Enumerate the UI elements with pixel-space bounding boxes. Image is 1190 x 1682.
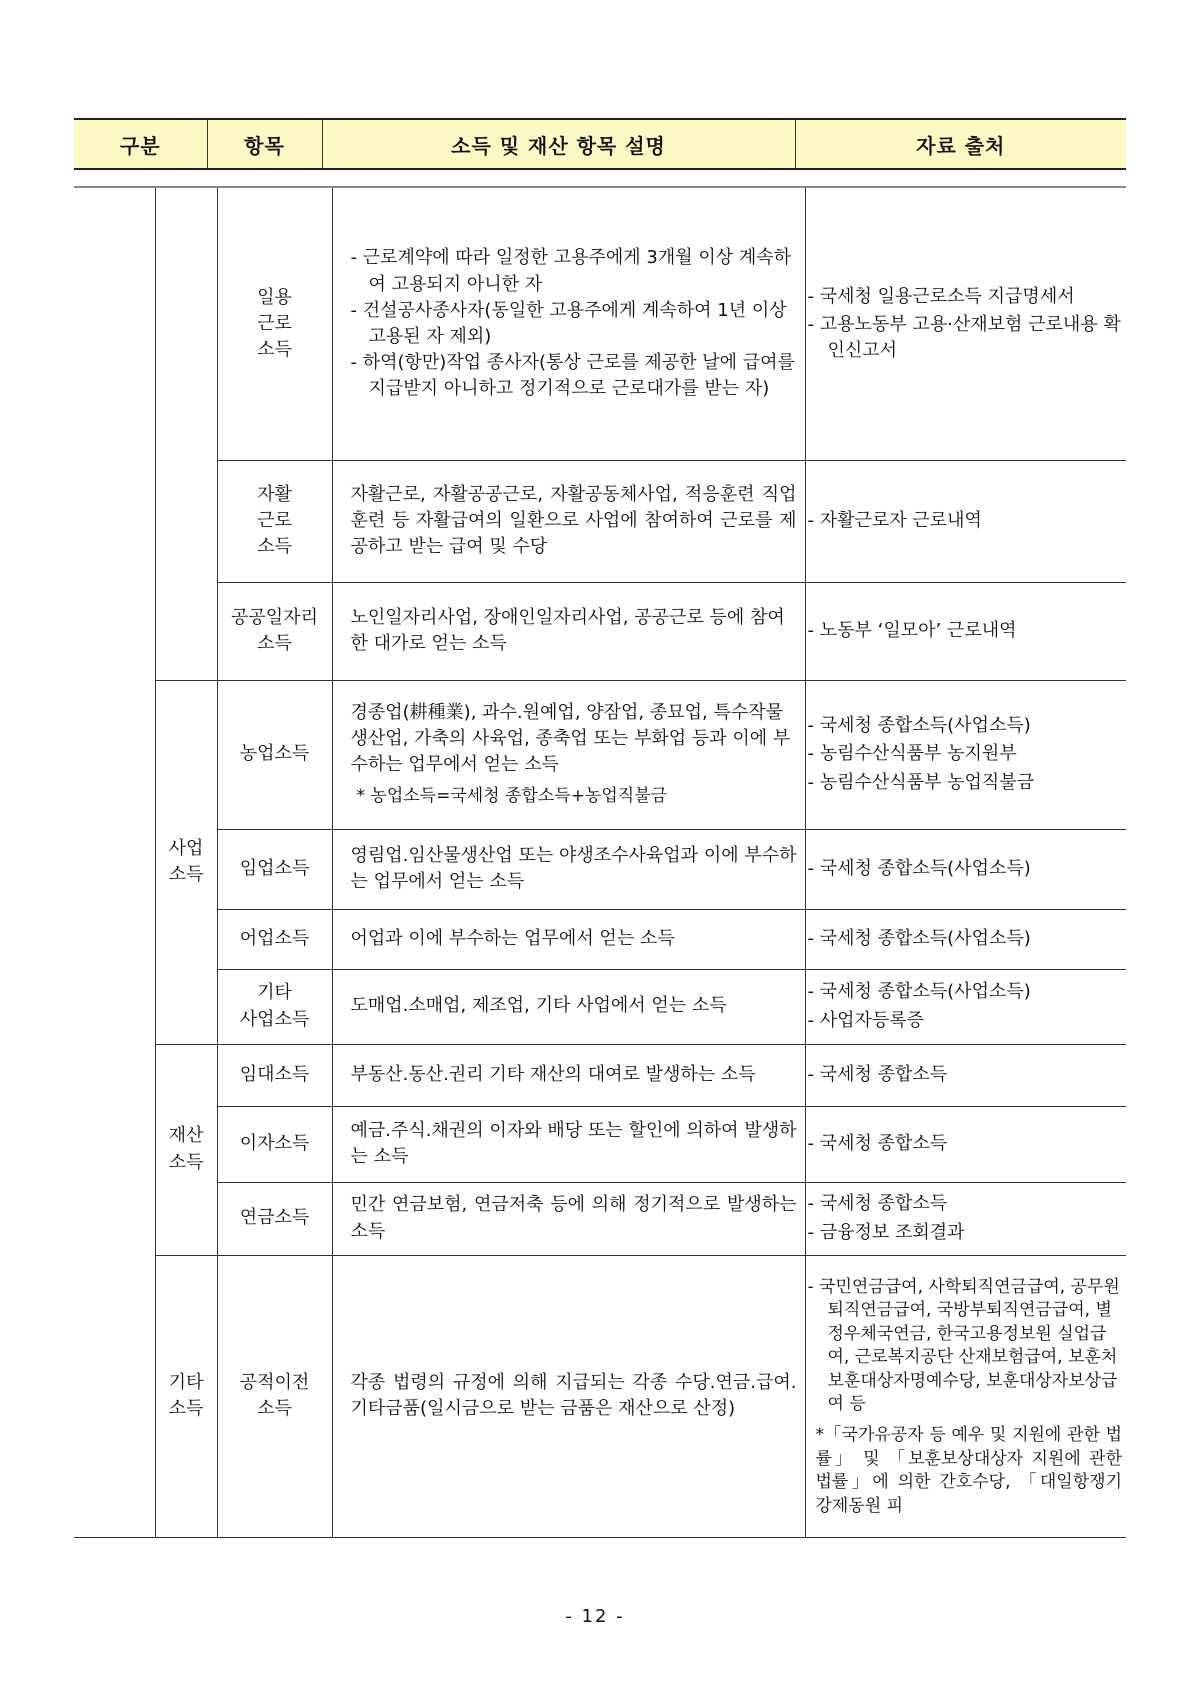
item-publicjob-income: 공공일자리 소득 [217,582,332,680]
table-row [74,1044,1126,1106]
table-row [74,969,1126,1044]
item-selfsupport-income: 자활 근로 소득 [217,460,332,582]
group-property-income: 재산 소득 [155,1044,217,1255]
table-row [74,1106,1126,1182]
desc-rent-income: 부동산.동산.권리 기타 재산의 대여로 발생하는 소득 [332,1044,805,1106]
table-row [74,1182,1126,1255]
header-item: 항목 [207,119,322,169]
header-source: 자료 출처 [795,119,1126,169]
header-description: 소득 및 재산 항목 설명 [322,119,795,169]
desc-fish-income: 어업과 이에 부수하는 업무에서 얻는 소득 [332,909,805,969]
desc-daily-income: - 근로계약에 따라 일정한 고용주에게 3개월 이상 계속하여 고용되지 아니한 자 - 건설공사종사자(동일한 고용주에게 계속하여 1년 이상 고용된 자 제외) - 하역(항만)작업 종사자(통상 근로를 제공한 날에 급여를 지급받지 아니하고 정기적으로 근로대가를 받는 자) [332,187,805,460]
source-farm-income: - 국세청 종합소득(사업소득) - 농림수산식품부 농지원부 - 농림수산식품부 농업직불금 [805,680,1126,829]
table-row [74,187,1126,460]
table-row [74,1255,1126,1537]
item-fish-income: 어업소득 [217,909,332,969]
income-table [74,186,1126,1538]
source-pension-income: - 국세청 종합소득 - 금융정보 조회결과 [805,1182,1126,1255]
table-row [74,582,1126,680]
table-row [74,460,1126,582]
desc-otherbiz-income: 도매업.소매업, 제조업, 기타 사업에서 얻는 소득 [332,969,805,1044]
subgroup-cell-empty [155,187,217,680]
item-pension-income: 연금소득 [217,1182,332,1255]
desc-selfsupport-income: 자활근로, 자활공공근로, 자활공동체사업, 적응훈련 직업훈련 등 자활급여의 일환으로 사업에 참여하여 근로를 제공하고 받는 급여 및 수당 [332,460,805,582]
source-forest-income: - 국세청 종합소득(사업소득) [805,829,1126,909]
desc-transfer-income: 각종 법령의 규정에 의해 지급되는 각종 수당.연금.급여.기타금품(일시금으로 받는 금품은 재산으로 산정) [332,1255,805,1537]
group-business-income: 사업 소득 [155,680,217,1044]
source-daily-income: - 국세청 일용근로소득 지급명세서 - 고용노동부 고용·산재보험 근로내용 확인신고서 [805,187,1126,460]
category-cell-empty [74,187,155,1537]
source-fish-income: - 국세청 종합소득(사업소득) [805,909,1126,969]
table-row [74,680,1126,829]
page-number: - 12 - [565,1606,625,1627]
item-transfer-income: 공적이전 소득 [217,1255,332,1537]
item-forest-income: 임업소득 [217,829,332,909]
table-row [74,829,1126,909]
desc-publicjob-income: 노인일자리사업, 장애인일자리사업, 공공근로 등에 참여한 대가로 얻는 소득 [332,582,805,680]
desc-forest-income: 영림업.임산물생산업 또는 야생조수사육업과 이에 부수하는 업무에서 얻는 소득 [332,829,805,909]
item-daily-income: 일용 근로 소득 [217,187,332,460]
desc-farm-income: 경종업(耕種業), 과수.원예업, 양잠업, 종묘업, 특수작물 생산업, 가축의 사육업, 종축업 또는 부화업 등과 이에 부수하는 업무에서 얻는 소득 * 농업소득=국세청 종합소득+농업직불금 [332,680,805,829]
item-interest-income: 이자소득 [217,1106,332,1182]
table-header [74,118,1126,170]
header-category: 구분 [74,119,207,169]
desc-pension-income: 민간 연금보험, 연금저축 등에 의해 정기적으로 발생하는 소득 [332,1182,805,1255]
desc-interest-income: 예금.주식.채권의 이자와 배당 또는 할인에 의하여 발생하는 소득 [332,1106,805,1182]
item-otherbiz-income: 기타 사업소득 [217,969,332,1044]
source-interest-income: - 국세청 종합소득 [805,1106,1126,1182]
group-other-income: 기타 소득 [155,1255,217,1537]
source-selfsupport-income: - 자활근로자 근로내역 [805,460,1126,582]
item-farm-income: 농업소득 [217,680,332,829]
item-rent-income: 임대소득 [217,1044,332,1106]
source-otherbiz-income: - 국세청 종합소득(사업소득) - 사업자등록증 [805,969,1126,1044]
source-rent-income: - 국세청 종합소득 [805,1044,1126,1106]
source-publicjob-income: - 노동부 ‘일모아’ 근로내역 [805,582,1126,680]
source-transfer-income: - 국민연금급여, 사학퇴직연금급여, 공무원퇴직연금급여, 국방부퇴직연금급여, 별정우체국연금, 한국고용정보원 실업급여, 근로복지공단 산재보험급여, 보훈처 보훈대상자명예수당, 보훈대상자보상급여 등 *「국가유공자 등 예우 및 지원에 관한 법률」 및 「보훈보상대상자 지원에 관한 법률」에 의한 간호수당, 「대일항쟁기 강제동원 피 [805,1255,1126,1537]
table-row [74,909,1126,969]
